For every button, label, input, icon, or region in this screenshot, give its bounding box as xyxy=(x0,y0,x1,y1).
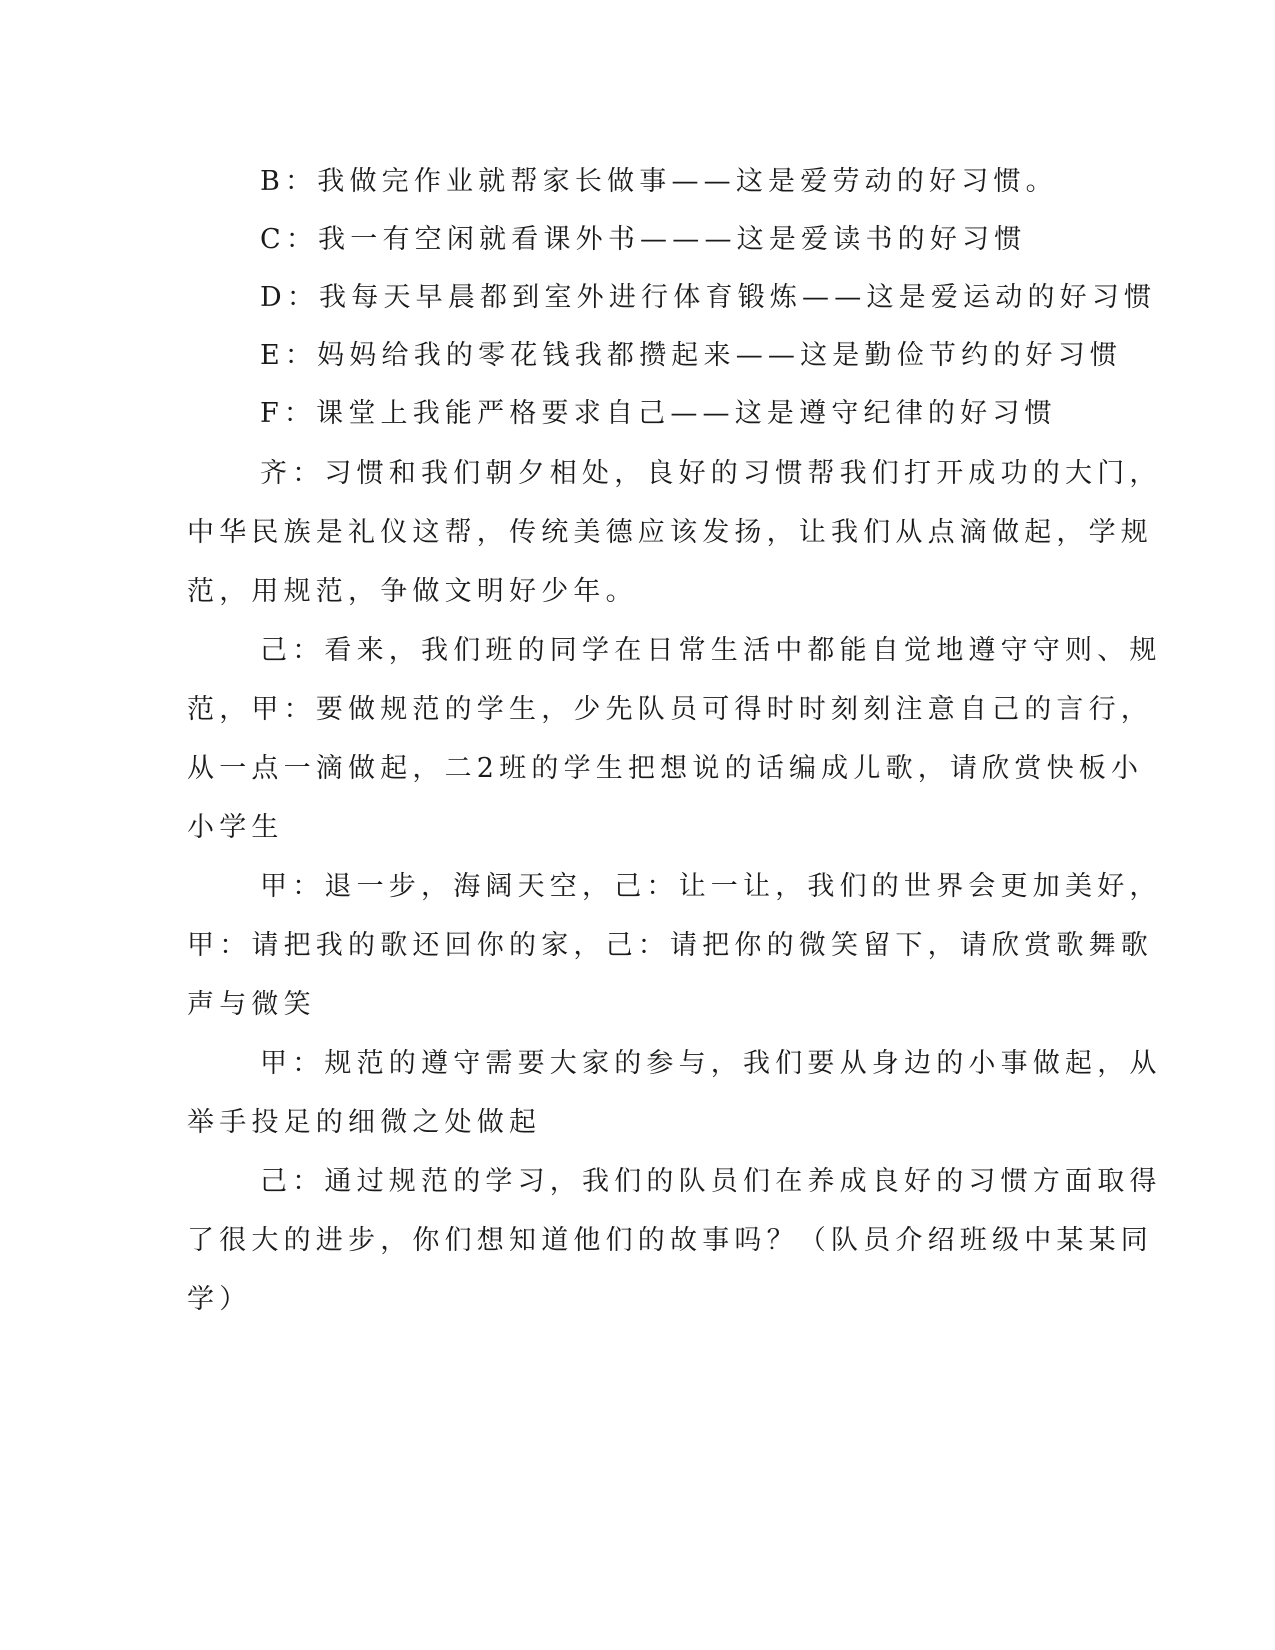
line-c-reading-habit: C：我一有空闲就看课外书———这是爱读书的好习惯 xyxy=(260,224,1027,255)
paragraph-jia-1-line-2: 甲：请把我的歌还回你的家，己：请把你的微笑留下，请欣赏歌舞歌 xyxy=(187,930,1153,961)
paragraph-ji-2-line-3: 学） xyxy=(187,1284,252,1315)
paragraph-ji-1-line-3: 从一点一滴做起，二2班的学生把想说的话编成儿歌，请欣赏快板小 xyxy=(187,753,1144,784)
line-d-exercise-habit: D：我每天早晨都到室外进行体育锻炼——这是爱运动的好习惯 xyxy=(260,282,1157,313)
paragraph-ji-1-line-1: 己：看来，我们班的同学在日常生活中都能自觉地遵守守则、规 xyxy=(260,635,1162,666)
line-f-discipline-habit: F：课堂上我能严格要求自己——这是遵守纪律的好习惯 xyxy=(260,398,1057,429)
paragraph-jia-2-line-2: 举手投足的细微之处做起 xyxy=(187,1107,542,1138)
line-b-labor-habit: B：我做完作业就帮家长做事——这是爱劳动的好习惯。 xyxy=(260,166,1058,197)
paragraph-jia-1-line-1: 甲：退一步，海阔天空，己：让一让，我们的世界会更加美好， xyxy=(260,871,1162,902)
paragraph-qi-line-1: 齐：习惯和我们朝夕相处，良好的习惯帮我们打开成功的大门， xyxy=(260,458,1162,489)
paragraph-qi-line-3: 范，用规范，争做文明好少年。 xyxy=(187,576,638,607)
paragraph-jia-2-line-1: 甲：规范的遵守需要大家的参与，我们要从身边的小事做起，从 xyxy=(260,1048,1162,1079)
paragraph-ji-2-line-1: 己：通过规范的学习，我们的队员们在养成良好的习惯方面取得 xyxy=(260,1166,1162,1197)
paragraph-ji-2-line-2: 了很大的进步，你们想知道他们的故事吗？（队员介绍班级中某某同 xyxy=(187,1225,1153,1256)
paragraph-ji-1-line-4: 小学生 xyxy=(187,812,284,843)
line-e-saving-habit: E：妈妈给我的零花钱我都攒起来——这是勤俭节约的好习惯 xyxy=(260,340,1123,371)
paragraph-jia-1-line-3: 声与微笑 xyxy=(187,989,316,1020)
paragraph-ji-1-line-2: 范，甲：要做规范的学生，少先队员可得时时刻刻注意自己的言行， xyxy=(187,694,1153,725)
paragraph-qi-line-2: 中华民族是礼仪这帮，传统美德应该发扬，让我们从点滴做起，学规 xyxy=(187,517,1153,548)
